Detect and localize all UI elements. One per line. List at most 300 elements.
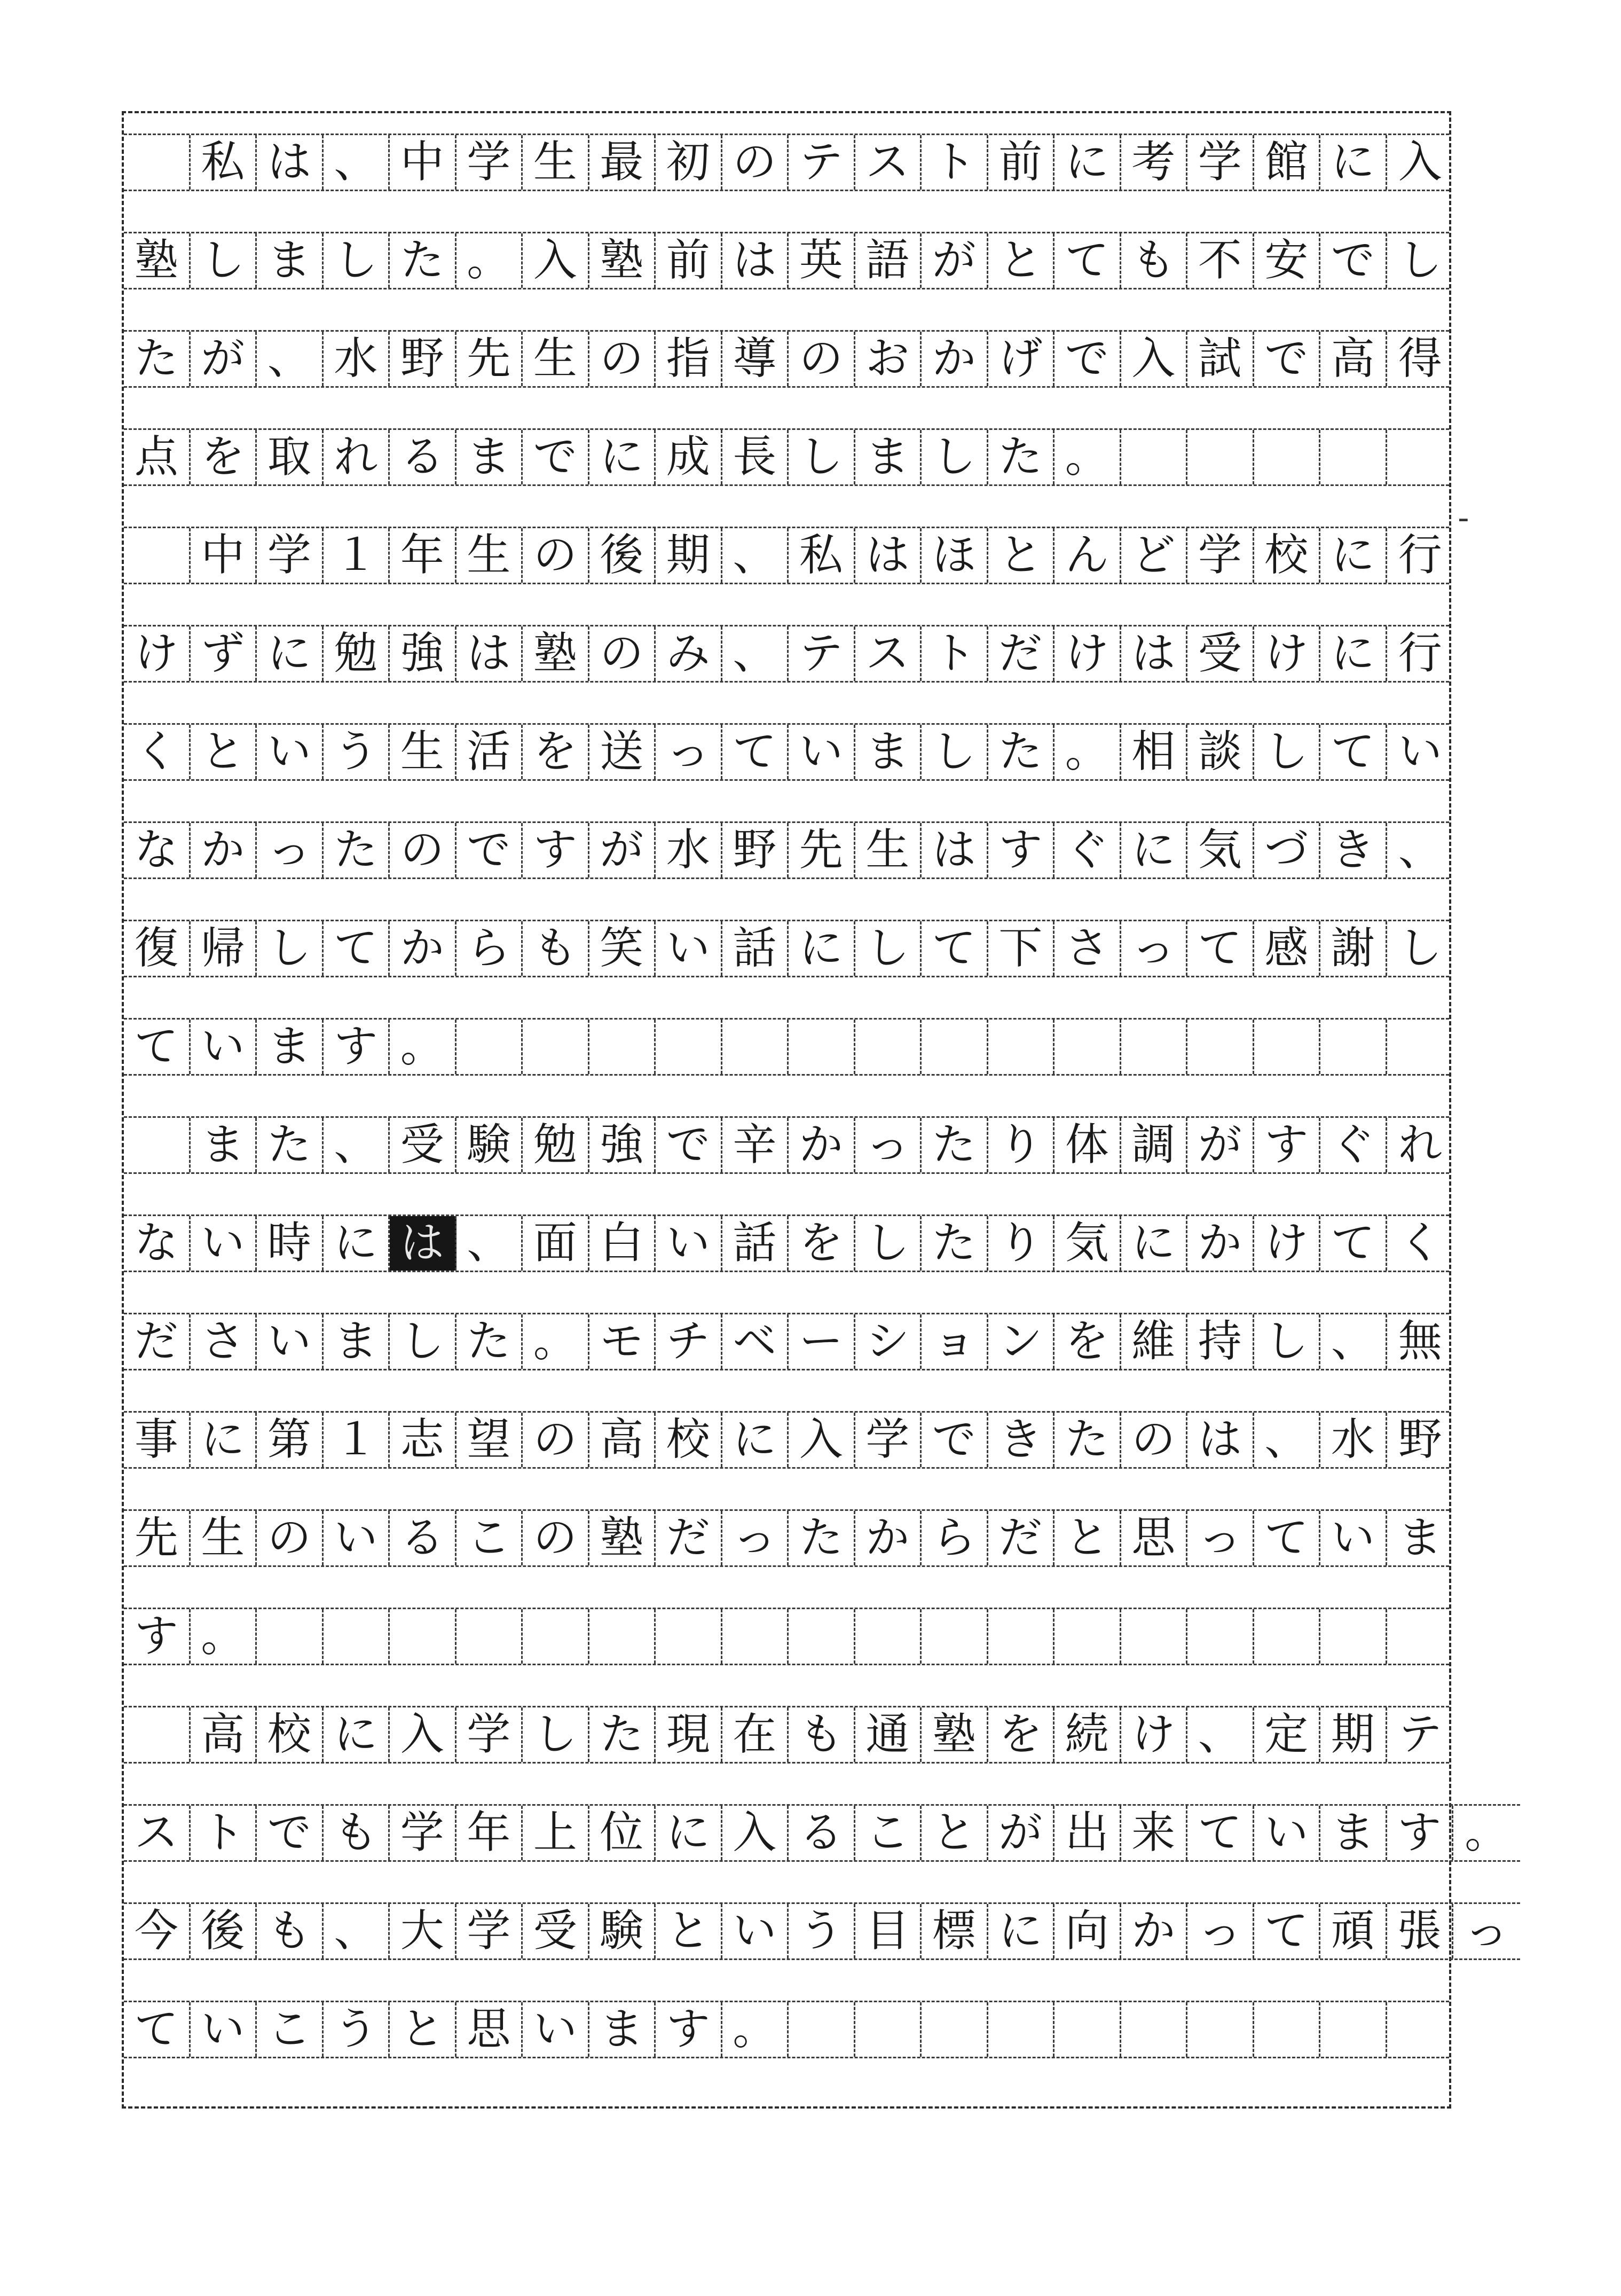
char-cell: の	[1121, 1413, 1188, 1467]
char-cell: 無	[1398, 1316, 1442, 1367]
text-row	[124, 1411, 1449, 1469]
char-cell: 行	[1398, 628, 1442, 679]
char-cell: も	[324, 1806, 390, 1860]
char-cell	[1055, 1020, 1121, 1074]
char-cell: 初	[656, 135, 722, 190]
char-cell: な	[124, 823, 191, 877]
char-cell: 気	[1187, 823, 1254, 877]
char-cell: し	[922, 430, 988, 484]
char-cell: に	[789, 921, 855, 976]
char-cell: 来	[1121, 1806, 1188, 1860]
char-cell: の	[257, 1511, 324, 1565]
char-cell: の	[523, 1413, 589, 1467]
char-cell: 。	[390, 1020, 457, 1074]
char-cell: い	[1398, 726, 1442, 777]
char-cell: て	[124, 2002, 191, 2057]
text-row	[124, 625, 1449, 683]
char-cell: た	[457, 1314, 523, 1369]
char-cell	[1055, 2002, 1121, 2057]
char-cell	[1320, 430, 1387, 484]
char-cell	[855, 1020, 922, 1074]
char-cell: も	[1121, 233, 1188, 288]
char-cell: ト	[191, 1806, 257, 1860]
char-cell	[390, 1609, 457, 1664]
char-cell: に	[191, 1413, 257, 1467]
char-cell: ン	[988, 1314, 1055, 1369]
char-cell: 現	[656, 1707, 722, 1762]
text-row	[124, 920, 1449, 977]
char-cell	[1254, 1609, 1321, 1664]
char-cell: し	[324, 233, 390, 288]
char-cell: ん	[1055, 528, 1121, 583]
char-cell: い	[324, 1511, 390, 1565]
char-cell	[1187, 2002, 1254, 2057]
char-cell: の	[789, 332, 855, 386]
char-cell: 私	[191, 135, 257, 190]
char-cell: い	[257, 1314, 324, 1369]
char-cell: で	[457, 823, 523, 877]
char-cell: ま	[1320, 1806, 1387, 1860]
char-cell: 後	[191, 1904, 257, 1958]
char-cell: 定	[1254, 1707, 1321, 1762]
text-row	[124, 1608, 1449, 1665]
char-cell: が	[589, 823, 656, 877]
char-cell: 塾	[523, 626, 589, 681]
char-cell: 感	[1254, 921, 1321, 976]
char-cell: テ	[1398, 1709, 1442, 1760]
char-cell	[1055, 1609, 1121, 1664]
char-cell: け	[1121, 1707, 1188, 1762]
char-cell: 長	[722, 430, 789, 484]
char-cell: こ	[457, 1511, 523, 1565]
char-cell: に	[988, 1904, 1055, 1958]
char-cell: す	[1254, 1118, 1321, 1172]
char-cell: だ	[656, 1511, 722, 1565]
char-cell: 高	[589, 1413, 656, 1467]
char-cell: け	[1254, 1216, 1321, 1271]
char-cell: 、	[722, 626, 789, 681]
char-cell: い	[191, 1020, 257, 1074]
char-cell: 位	[589, 1806, 656, 1860]
text-row	[124, 1509, 1449, 1567]
char-cell: か	[1187, 1216, 1254, 1271]
char-cell: 最	[589, 135, 656, 190]
char-cell: 話	[722, 921, 789, 976]
char-cell: ま	[257, 233, 324, 288]
char-cell	[457, 1609, 523, 1664]
char-cell: で	[656, 1118, 722, 1172]
char-cell	[1121, 1609, 1188, 1664]
char-cell: た	[988, 430, 1055, 484]
char-cell: う	[789, 1904, 855, 1958]
char-cell: で	[1254, 332, 1321, 386]
char-cell: だ	[124, 1314, 191, 1369]
char-cell: 張	[1387, 1904, 1454, 1958]
char-cell: た	[988, 725, 1055, 779]
char-cell: 水	[1320, 1413, 1387, 1467]
char-cell: り	[988, 1118, 1055, 1172]
text-row	[124, 330, 1449, 388]
char-cell: と	[1055, 1511, 1121, 1565]
char-cell: 塾	[589, 233, 656, 288]
char-cell: 、	[457, 1216, 523, 1271]
char-cell: 考	[1121, 135, 1188, 190]
char-cell: す	[523, 823, 589, 877]
char-cell	[324, 1609, 390, 1664]
char-cell: 標	[922, 1904, 988, 1958]
text-row	[124, 527, 1449, 584]
char-cell: 試	[1187, 332, 1254, 386]
text-row	[124, 1804, 1520, 1862]
char-cell: た	[922, 1118, 988, 1172]
char-cell: 先	[124, 1511, 191, 1565]
char-cell: ョ	[922, 1314, 988, 1369]
char-cell: 塾	[589, 1511, 656, 1565]
char-cell: て	[1055, 233, 1121, 288]
char-cell: 相	[1121, 725, 1188, 779]
char-cell: 塾	[922, 1707, 988, 1762]
char-cell: の	[523, 1511, 589, 1565]
char-cell: る	[789, 1806, 855, 1860]
char-cell	[124, 135, 191, 190]
char-cell: し	[1254, 1314, 1321, 1369]
char-cell: 生	[523, 332, 589, 386]
char-cell: に	[589, 430, 656, 484]
char-cell: 校	[1254, 528, 1321, 583]
char-cell: 気	[1055, 1216, 1121, 1271]
char-cell: 辛	[722, 1118, 789, 1172]
char-cell: さ	[1055, 921, 1121, 976]
char-cell: 。	[523, 1314, 589, 1369]
char-cell: ま	[1398, 1513, 1442, 1563]
char-cell: と	[191, 725, 257, 779]
char-cell: し	[257, 921, 324, 976]
char-cell: 活	[457, 725, 523, 779]
char-cell	[1254, 2002, 1321, 2057]
char-cell: 中	[390, 135, 457, 190]
char-cell: お	[855, 332, 922, 386]
char-cell: 得	[1398, 333, 1442, 384]
char-cell: 水	[324, 332, 390, 386]
char-cell: た	[1055, 1413, 1121, 1467]
char-cell	[988, 1609, 1055, 1664]
char-cell	[1121, 1020, 1188, 1074]
char-cell: 。	[1055, 725, 1121, 779]
char-cell: み	[656, 626, 722, 681]
char-cell: 。	[1465, 1807, 1509, 1858]
char-cell: 野	[722, 823, 789, 877]
char-cell: 、	[324, 1904, 390, 1958]
char-cell: 談	[1187, 725, 1254, 779]
char-cell: モ	[589, 1314, 656, 1369]
char-cell: と	[656, 1904, 722, 1958]
char-cell: 、	[1254, 1413, 1321, 1467]
char-cell: い	[257, 725, 324, 779]
char-cell: シ	[855, 1314, 922, 1369]
char-cell: 。	[457, 233, 523, 288]
char-cell	[124, 1707, 191, 1762]
char-cell: き	[1320, 823, 1387, 877]
char-cell	[656, 1609, 722, 1664]
text-row	[124, 1018, 1449, 1076]
char-cell: い	[656, 1216, 722, 1271]
char-cell: け	[1055, 626, 1121, 681]
char-cell: っ	[722, 1511, 789, 1565]
char-cell: 安	[1254, 233, 1321, 288]
char-cell	[1187, 1609, 1254, 1664]
char-cell: 先	[789, 823, 855, 877]
char-cell: て	[1254, 1511, 1321, 1565]
char-cell	[589, 1020, 656, 1074]
char-cell: て	[1187, 1806, 1254, 1860]
char-cell: が	[1187, 1118, 1254, 1172]
char-cell	[789, 2002, 855, 2057]
char-cell: を	[191, 430, 257, 484]
char-cell: 期	[656, 528, 722, 583]
char-cell	[1254, 430, 1321, 484]
char-cell: 先	[457, 332, 523, 386]
char-cell: テ	[789, 626, 855, 681]
char-cell: ど	[1121, 528, 1188, 583]
char-cell: っ	[1121, 921, 1188, 976]
char-cell: 野	[1398, 1414, 1442, 1465]
char-cell: か	[789, 1118, 855, 1172]
char-cell: い	[789, 725, 855, 779]
char-cell: 志	[390, 1413, 457, 1467]
char-cell: て	[1320, 1216, 1387, 1271]
char-cell: た	[390, 233, 457, 288]
char-cell: で	[257, 1806, 324, 1860]
char-cell: 学	[855, 1413, 922, 1467]
char-cell: が	[988, 1806, 1055, 1860]
char-cell: く	[1398, 1218, 1442, 1268]
char-cell	[523, 1609, 589, 1664]
char-cell: い	[1320, 1511, 1387, 1565]
char-cell: る	[390, 1511, 457, 1565]
char-cell: 年	[457, 1806, 523, 1860]
char-cell: を	[789, 1216, 855, 1271]
char-cell: い	[1254, 1806, 1321, 1860]
char-cell: す	[988, 823, 1055, 877]
char-cell: 学	[457, 1904, 523, 1958]
char-cell: に	[257, 626, 324, 681]
char-cell	[922, 1020, 988, 1074]
char-cell	[922, 2002, 988, 2057]
text-row	[124, 1902, 1520, 1960]
char-cell: げ	[988, 332, 1055, 386]
char-cell: は	[722, 233, 789, 288]
char-cell: と	[988, 528, 1055, 583]
char-cell: と	[390, 2002, 457, 2057]
char-cell: で	[1055, 332, 1121, 386]
char-cell	[988, 1020, 1055, 1074]
char-cell: 帰	[191, 921, 257, 976]
char-cell: 生	[855, 823, 922, 877]
char-cell: 期	[1320, 1707, 1387, 1762]
char-cell: り	[988, 1216, 1055, 1271]
char-cell	[722, 1020, 789, 1074]
char-cell: 面	[523, 1216, 589, 1271]
char-cell: づ	[1254, 823, 1321, 877]
char-cell	[1387, 1020, 1454, 1074]
char-cell: て	[324, 921, 390, 976]
char-cell	[1187, 1020, 1254, 1074]
char-cell: 体	[1055, 1118, 1121, 1172]
char-cell: だ	[988, 626, 1055, 681]
char-cell: 目	[855, 1904, 922, 1958]
char-cell: っ	[257, 823, 324, 877]
char-cell	[1254, 1020, 1321, 1074]
char-cell: と	[988, 233, 1055, 288]
char-cell: 高	[1320, 332, 1387, 386]
text-row	[124, 1214, 1449, 1272]
char-cell: １	[324, 1413, 390, 1467]
char-cell: ほ	[922, 528, 988, 583]
char-cell: 入	[523, 233, 589, 288]
char-cell: た	[124, 332, 191, 386]
char-cell: の	[390, 823, 457, 877]
char-cell: し	[523, 1707, 589, 1762]
char-cell: 持	[1187, 1314, 1254, 1369]
char-cell: 入	[789, 1413, 855, 1467]
char-cell	[1320, 2002, 1387, 2057]
char-cell	[855, 1609, 922, 1664]
char-cell: 、	[257, 332, 324, 386]
char-cell: は	[457, 626, 523, 681]
char-cell: か	[1121, 1904, 1188, 1958]
char-cell: 入	[722, 1806, 789, 1860]
char-cell: 受	[1187, 626, 1254, 681]
char-cell: 話	[722, 1216, 789, 1271]
char-cell: 入	[390, 1707, 457, 1762]
char-cell: に	[722, 1413, 789, 1467]
char-cell: を	[523, 725, 589, 779]
char-cell: 入	[1398, 137, 1442, 187]
char-cell: 。	[1055, 430, 1121, 484]
char-cell: し	[789, 430, 855, 484]
text-row	[124, 1116, 1449, 1174]
char-cell: で	[523, 430, 589, 484]
char-cell: た	[589, 1707, 656, 1762]
char-cell: る	[390, 430, 457, 484]
char-cell: 調	[1121, 1118, 1188, 1172]
char-cell: 望	[457, 1413, 523, 1467]
char-cell: に	[656, 1806, 722, 1860]
char-cell: さ	[191, 1314, 257, 1369]
char-cell: 、	[1187, 1707, 1254, 1762]
char-cell: 事	[124, 1413, 191, 1467]
char-cell: し	[855, 921, 922, 976]
char-cell: 験	[589, 1904, 656, 1958]
char-cell: ス	[855, 626, 922, 681]
char-cell: ま	[855, 725, 922, 779]
char-cell: チ	[656, 1314, 722, 1369]
char-cell: ス	[124, 1806, 191, 1860]
char-cell: に	[1320, 626, 1387, 681]
char-cell	[722, 1609, 789, 1664]
manuscript-sheet	[122, 111, 1509, 2109]
char-cell: ぐ	[1055, 823, 1121, 877]
char-cell: っ	[855, 1118, 922, 1172]
char-cell: 送	[589, 725, 656, 779]
char-cell: 生	[191, 1511, 257, 1565]
char-cell	[1387, 2002, 1454, 2057]
stray-mark: -	[1458, 499, 1469, 537]
char-cell: 維	[1121, 1314, 1188, 1369]
char-cell: 頑	[1320, 1904, 1387, 1958]
char-cell: 不	[1187, 233, 1254, 288]
char-cell	[124, 528, 191, 583]
char-cell	[1121, 430, 1188, 484]
char-cell: し	[1398, 235, 1442, 286]
char-cell: 強	[390, 626, 457, 681]
char-cell: 続	[1055, 1707, 1121, 1762]
char-cell: 年	[390, 528, 457, 583]
char-cell: 野	[390, 332, 457, 386]
char-cell: け	[1254, 626, 1321, 681]
char-cell: ま	[191, 1118, 257, 1172]
char-cell: て	[1187, 921, 1254, 976]
char-cell: す	[656, 2002, 722, 2057]
char-cell: 時	[257, 1216, 324, 1271]
char-cell	[589, 1609, 656, 1664]
char-cell: に	[324, 1707, 390, 1762]
char-cell: い	[191, 2002, 257, 2057]
char-cell: き	[988, 1413, 1055, 1467]
char-cell: 学	[257, 528, 324, 583]
char-cell: 入	[1121, 332, 1188, 386]
char-cell: す	[324, 1020, 390, 1074]
char-cell: 験	[457, 1118, 523, 1172]
text-row	[124, 134, 1449, 191]
char-cell: 思	[1121, 1511, 1188, 1565]
char-cell: 。	[191, 1609, 257, 1664]
char-cell: た	[789, 1511, 855, 1565]
char-cell: ベ	[722, 1314, 789, 1369]
char-cell	[1187, 430, 1254, 484]
char-cell	[988, 2002, 1055, 2057]
char-cell: こ	[855, 1806, 922, 1860]
char-cell: っ	[1187, 1904, 1254, 1958]
char-cell: が	[922, 233, 988, 288]
char-cell: れ	[1398, 1119, 1442, 1170]
char-cell	[1320, 1609, 1387, 1664]
char-cell: っ	[1187, 1511, 1254, 1565]
char-cell: だ	[988, 1511, 1055, 1565]
char-cell: は	[1121, 626, 1188, 681]
char-cell: 学	[457, 135, 523, 190]
char-cell: 出	[1055, 1806, 1121, 1860]
char-cell: 笑	[589, 921, 656, 976]
char-cell: の	[523, 528, 589, 583]
char-cell: 塾	[124, 233, 191, 288]
text-row	[124, 232, 1449, 289]
char-cell: う	[324, 2002, 390, 2057]
char-cell: い	[722, 1904, 789, 1958]
char-cell: 、	[1398, 825, 1442, 875]
char-cell: 受	[390, 1118, 457, 1172]
char-cell	[1121, 2002, 1188, 2057]
char-cell: て	[1320, 725, 1387, 779]
char-cell: 校	[656, 1413, 722, 1467]
char-cell: 語	[855, 233, 922, 288]
char-cell: 生	[523, 135, 589, 190]
char-cell: も	[257, 1904, 324, 1958]
char-cell	[257, 1609, 324, 1664]
char-cell: い	[191, 1216, 257, 1271]
char-cell: ら	[457, 921, 523, 976]
char-cell: 成	[656, 430, 722, 484]
